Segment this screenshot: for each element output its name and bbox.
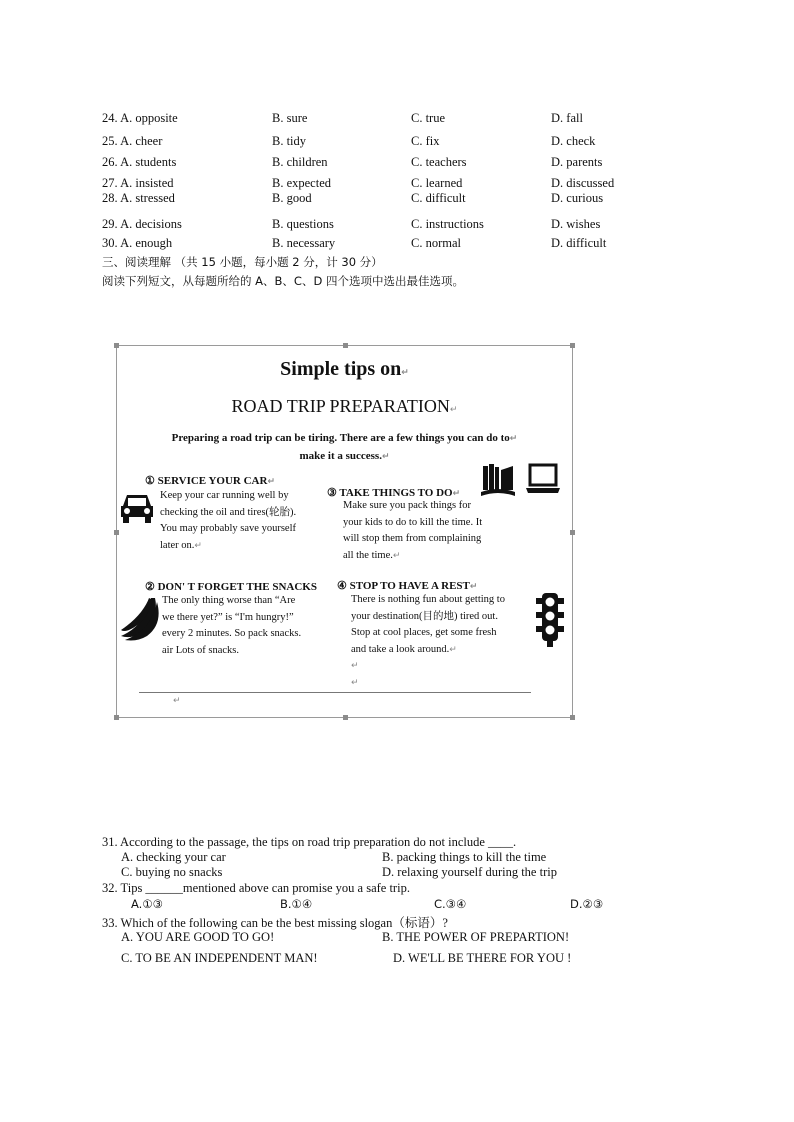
- bananas-icon: [119, 596, 161, 642]
- poster-subtitle: ROAD TRIP PREPARATION↵: [231, 396, 458, 416]
- question-31-option-c: C. buying no snacks: [121, 865, 223, 879]
- section-instruction: 阅读下列短文，从每题所给的 A、B、C、D 四个选项中选出最佳选项。: [102, 274, 464, 288]
- resize-handle[interactable]: [114, 715, 119, 720]
- question-32-option-a: A.①③: [131, 897, 163, 911]
- tip-title: ② DON' T FORGET THE SNACKS: [145, 581, 317, 593]
- tip-title: ① SERVICE YOUR CAR↵: [145, 475, 275, 487]
- question-31-stem: 31. According to the passage, the tips on road trip preparation do not include ____.: [102, 835, 517, 849]
- question-33-option-c: C. TO BE AN INDEPENDENT MAN!: [121, 951, 318, 965]
- tip-body: Make sure you pack things for your kids to do to kill the time. It will stop them from complaining all the time.↵: [343, 500, 483, 561]
- option-row: 28. A. stressed B. good C. difficult D. curious: [102, 191, 604, 205]
- tip-title: ③ TAKE THINGS TO DO↵: [327, 487, 461, 499]
- question-32-option-d: D.②③: [570, 897, 604, 911]
- resize-handle[interactable]: [570, 530, 575, 535]
- question-32-stem: 32. Tips ______mentioned above can promise you a safe trip.: [102, 881, 410, 895]
- resize-handle[interactable]: [343, 343, 348, 348]
- poster-image[interactable]: [116, 345, 573, 718]
- resize-handle[interactable]: [114, 530, 119, 535]
- question-32-option-b: B.①④: [280, 897, 313, 911]
- question-31-option-a: A. checking your car: [121, 850, 226, 864]
- option-row: 29. A. decisions B. questions C. instructions D. wishes: [102, 217, 601, 231]
- poster-intro-line: Preparing a road trip can be tiring. There are a few things you can do to↵: [171, 432, 518, 444]
- tip-title: ④ STOP TO HAVE A REST↵: [337, 580, 478, 592]
- option-row: 26. A. students B. children C. teachers D. parents: [102, 155, 603, 169]
- paragraph-mark: ↵: [173, 696, 181, 706]
- option-row: 30. A. enough B. necessary C. normal D. difficult: [102, 236, 607, 250]
- books-icon: [479, 462, 517, 498]
- divider: [139, 692, 531, 693]
- question-33-option-d: D. WE'LL BE THERE FOR YOU !: [393, 951, 572, 965]
- car-icon: [119, 491, 155, 525]
- laptop-icon: [525, 462, 561, 496]
- resize-handle[interactable]: [343, 715, 348, 720]
- question-31-option-d: D. relaxing yourself during the trip: [382, 865, 557, 879]
- option-row: 27. A. insisted B. expected C. learned D. discussed: [102, 176, 615, 190]
- tip-body: Keep your car running well by checking the oil and tires(轮胎). You may probably save yourself later on.↵: [160, 490, 297, 551]
- question-33-stem: 33. Which of the following can be the best missing slogan（标语）?: [102, 916, 448, 930]
- poster-intro-line: make it a success.↵: [299, 450, 390, 462]
- poster-title: Simple tips on↵: [280, 358, 409, 380]
- section-heading: 三、阅读理解 （共 15 小题，每小题 2 分，计 30 分）: [102, 255, 383, 269]
- traffic-light-icon: [535, 590, 565, 648]
- tip-body: There is nothing fun about getting to your destination(目的地) tired out. Stop at cool places, get some fresh and take a look around.↵ ↵ ↵: [351, 594, 505, 688]
- resize-handle[interactable]: [570, 343, 575, 348]
- tip-body: The only thing worse than “Are we there yet?” is “I'm hungry!” every 2 minutes. So pack snacks. air Lots of snacks.: [162, 595, 302, 656]
- option-row: 24. A. opposite B. sure C. true D. fall: [102, 111, 583, 125]
- resize-handle[interactable]: [570, 715, 575, 720]
- question-32-option-c: C.③④: [434, 897, 467, 911]
- question-33-option-a: A. YOU ARE GOOD TO GO!: [121, 930, 275, 944]
- option-row: 25. A. cheer B. tidy C. fix D. check: [102, 134, 596, 148]
- resize-handle[interactable]: [114, 343, 119, 348]
- question-33-option-b: B. THE POWER OF PREPARTION!: [382, 930, 570, 944]
- question-31-option-b: B. packing things to kill the time: [382, 850, 547, 864]
